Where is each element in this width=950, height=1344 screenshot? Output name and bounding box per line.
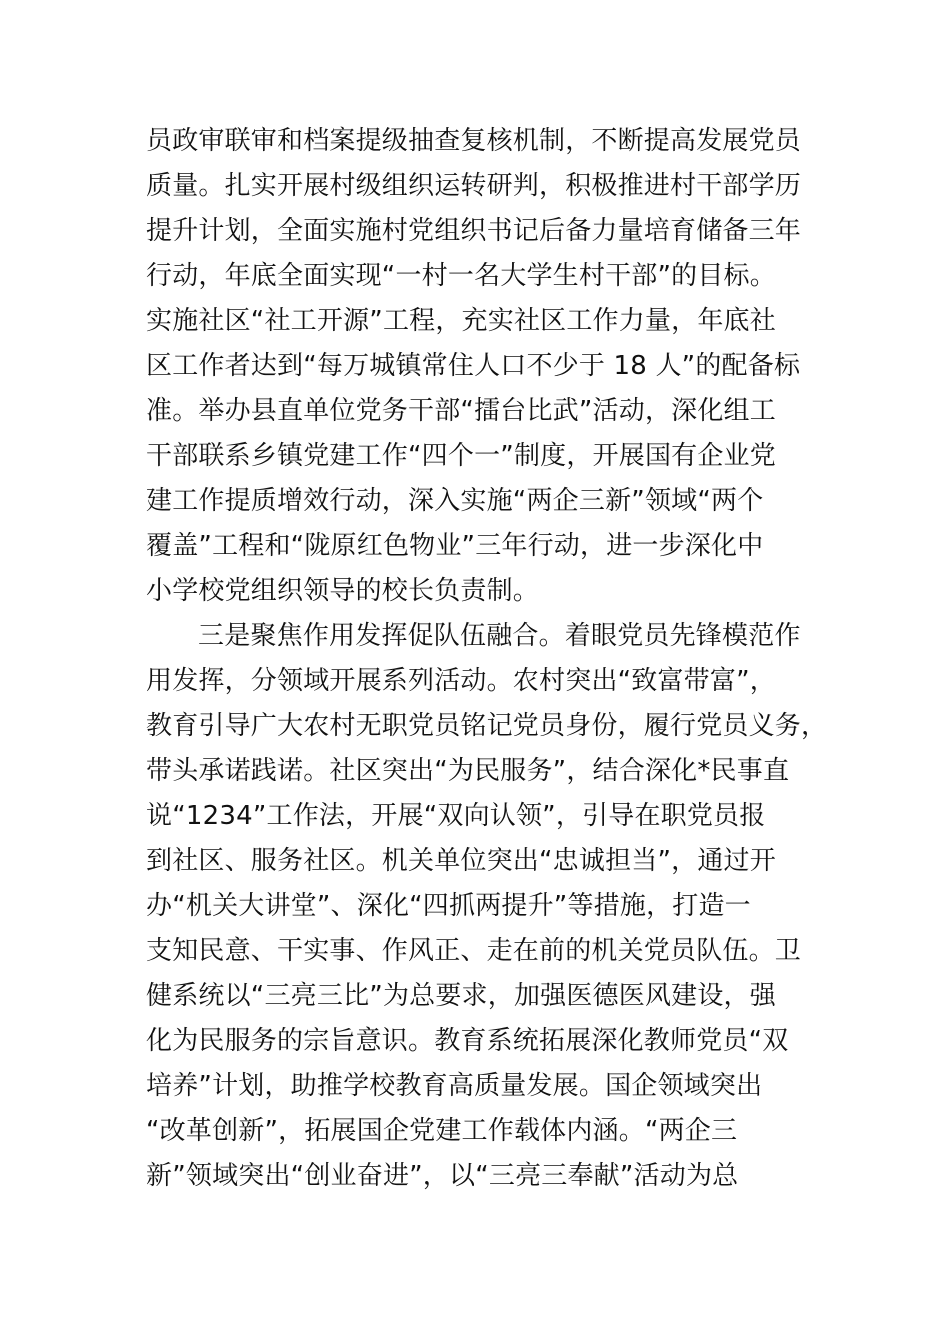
text-line: 提升计划，全面实施村党组织书记后备力量培育储备三年 [146, 216, 802, 246]
text-line: 质量。扎实开展村级组织运转研判，积极推进村干部学历 [146, 171, 802, 201]
paragraph-start-line: 三是聚焦作用发挥促队伍融合。着眼党员先锋模范作 [198, 621, 801, 651]
text-line: 带头承诺践诺。社区突出“为民服务”，结合深化*民事直 [146, 756, 790, 786]
text-line: 说“1234”工作法，开展“双向认领”，引导在职党员报 [146, 801, 766, 831]
text-line: 新”领域突出“创业奋进”，以“三亮三奉献”活动为总 [146, 1161, 739, 1191]
text-line: 化为民服务的宗旨意识。教育系统拓展深化教师党员“双 [146, 1026, 789, 1056]
text-line: 区工作者达到“每万城镇常住人口不少于 18 人”的配备标 [146, 351, 801, 381]
text-line: 覆盖”工程和“陇原红色物业”三年行动，进一步深化中 [146, 531, 764, 561]
text-line: 支知民意、干实事、作风正、走在前的机关党员队伍。卫 [146, 936, 802, 966]
text-line: 教育引导广大农村无职党员铭记党员身份，履行党员义务， [146, 711, 828, 741]
text-line: 用发挥，分领域开展系列活动。农村突出“致富带富”， [146, 666, 776, 696]
text-line: 准。举办县直单位党务干部“擂台比武”活动，深化组工 [146, 396, 776, 426]
text-line: 行动，年底全面实现“一村一名大学生村干部”的目标。 [146, 261, 776, 291]
text-line: 员政审联审和档案提级抽查复核机制，不断提高发展党员 [146, 126, 802, 156]
text-line: “改革创新”，拓展国企党建工作载体内涵。“两企三 [146, 1116, 738, 1146]
body-text [146, 119, 826, 1199]
text-line: 健系统以“三亮三比”为总要求，加强医德医风建设，强 [146, 981, 776, 1011]
text-line: 干部联系乡镇党建工作“四个一”制度，开展国有企业党 [146, 441, 776, 471]
text-line: 小学校党组织领导的校长负责制。 [146, 576, 540, 606]
text-line: 办“机关大讲堂”、深化“四抓两提升”等措施，打造一 [146, 891, 751, 921]
text-line: 建工作提质增效行动，深入实施“两企三新”领域“两个 [146, 486, 764, 516]
text-line: 培养”计划，助推学校教育高质量发展。国企领域突出 [146, 1071, 763, 1101]
text-line: 到社区、服务社区。机关单位突出“忠诚担当”，通过开 [146, 846, 776, 876]
text-line: 实施社区“社工开源”工程，充实社区工作力量，年底社 [146, 306, 776, 336]
